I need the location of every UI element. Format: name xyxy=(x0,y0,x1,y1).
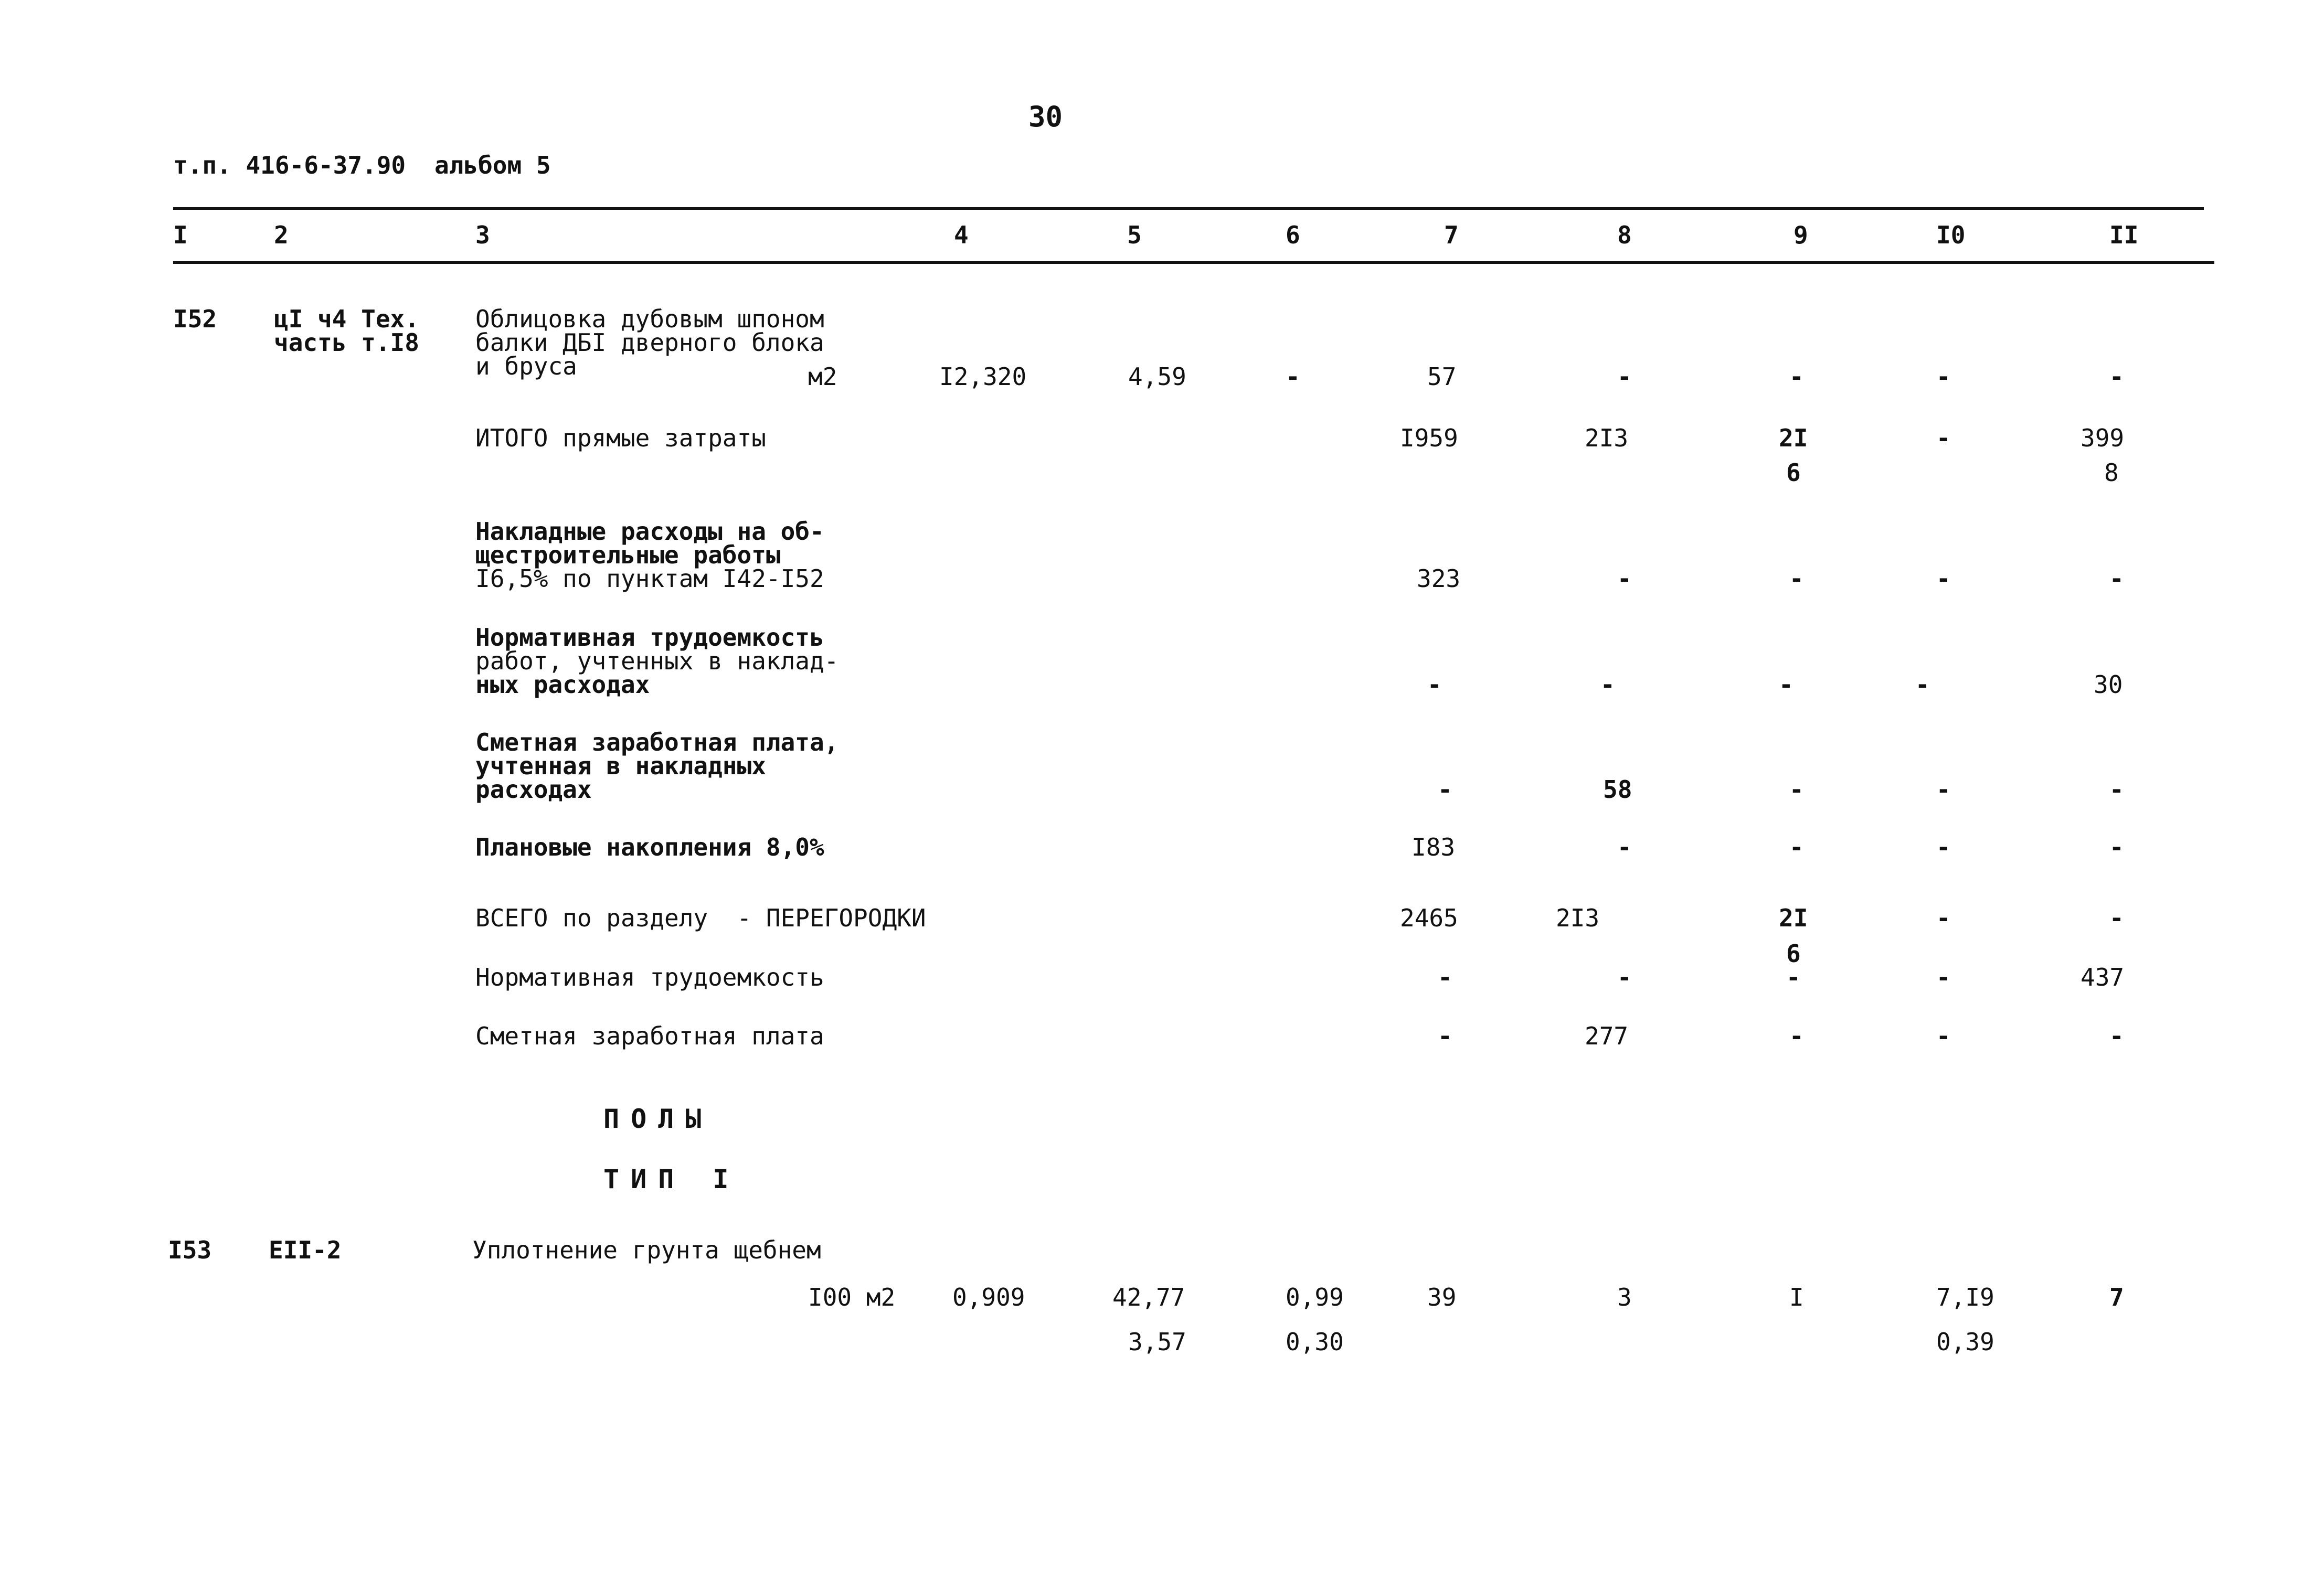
planned-profit-col8: - xyxy=(1617,833,1632,861)
section-heading-floors: ПОЛЫ xyxy=(603,1104,713,1134)
item-152-col6: - xyxy=(1286,362,1300,391)
direct-costs-col11-line2: 8 xyxy=(2104,458,2119,487)
direct-costs-col9-line2: 6 xyxy=(1786,458,1801,487)
col-header-9: 9 xyxy=(1794,221,1808,249)
section-total-col9-line2: 6 xyxy=(1786,940,1801,968)
wage-overhead-col11: - xyxy=(2109,775,2124,804)
estimated-wage-col8: 277 xyxy=(1585,1022,1629,1050)
wage-overhead-col7: - xyxy=(1438,775,1452,804)
labor-norm-label: Нормативная трудоемкость xyxy=(475,963,824,991)
overhead-col9: - xyxy=(1789,564,1804,593)
item-153-unit: I00 м2 xyxy=(808,1283,896,1311)
col-header-8: 8 xyxy=(1617,221,1632,249)
wage-overhead-col10: - xyxy=(1936,775,1951,804)
estimated-wage-col10: - xyxy=(1936,1022,1951,1050)
item-153-col8: 3 xyxy=(1617,1283,1632,1311)
item-152-col7: 57 xyxy=(1427,362,1457,391)
col-header-11: II xyxy=(2109,221,2139,249)
wage-overhead-label-line-2: учтенная в накладных xyxy=(475,752,766,780)
overhead-label-line-3: I6,5% по пунктам I42-I52 xyxy=(475,564,824,593)
estimated-wage-label: Сметная заработная плата xyxy=(475,1022,824,1050)
item-152-code-line-2: часть т.I8 xyxy=(274,328,419,357)
overhead-col7: 323 xyxy=(1417,564,1461,593)
item-153-col6: 0,99 xyxy=(1286,1283,1344,1311)
table-header-rule xyxy=(173,261,2214,264)
col-header-2: 2 xyxy=(274,221,289,249)
estimated-wage-col7: - xyxy=(1438,1022,1452,1050)
col-header-1: I xyxy=(173,221,188,249)
section-total-label: ВСЕГО по разделу - ПЕРЕГОРОДКИ xyxy=(475,904,926,932)
item-152-col11: - xyxy=(2109,362,2124,391)
document-reference: т.п. 416-6-37.90 xyxy=(173,151,406,179)
item-152-col9: - xyxy=(1789,362,1804,391)
page-number: 30 xyxy=(1028,100,1063,133)
item-153-col7: 39 xyxy=(1427,1283,1457,1311)
estimated-wage-col9: - xyxy=(1789,1022,1804,1050)
labor-overhead-col7: - xyxy=(1427,670,1442,699)
item-152-code-line-1: цI ч4 Тех. xyxy=(274,305,419,333)
overhead-col10: - xyxy=(1936,564,1951,593)
overhead-col11: - xyxy=(2109,564,2124,593)
direct-costs-label: ИТОГО прямые затраты xyxy=(475,424,766,452)
labor-overhead-label-line-2: работ, учтенных в наклад- xyxy=(475,647,839,675)
labor-norm-col9: - xyxy=(1786,963,1801,991)
direct-costs-col9-line1: 2I xyxy=(1779,424,1808,452)
section-total-col11: - xyxy=(2109,904,2124,932)
col-header-5: 5 xyxy=(1127,221,1142,249)
table-top-rule xyxy=(173,207,2204,210)
item-153-quantity: 0,909 xyxy=(952,1283,1025,1311)
planned-profit-col9: - xyxy=(1789,833,1804,861)
item-152-desc-line-1: Облицовка дубовым шпоном xyxy=(475,305,824,333)
album-label: альбом 5 xyxy=(434,151,551,179)
wage-overhead-label-line-3: расходах xyxy=(475,775,592,804)
item-152-col10: - xyxy=(1936,362,1951,391)
col-header-7: 7 xyxy=(1444,221,1459,249)
wage-overhead-col9: - xyxy=(1789,775,1804,804)
col-header-6: 6 xyxy=(1286,221,1300,249)
planned-profit-col7: I83 xyxy=(1412,833,1456,861)
section-total-col7: 2465 xyxy=(1400,904,1458,932)
col-header-3: 3 xyxy=(475,221,490,249)
direct-costs-col11-line1: 399 xyxy=(2081,424,2125,452)
item-152-desc-line-3: и бруса xyxy=(475,352,577,380)
section-total-col10: - xyxy=(1936,904,1951,932)
estimated-wage-col11: - xyxy=(2109,1022,2124,1050)
overhead-label-line-2: щестроительные работы xyxy=(475,541,781,569)
labor-overhead-col8: - xyxy=(1600,670,1615,699)
col-header-10: I0 xyxy=(1936,221,1966,249)
wage-overhead-label-line-1: Сметная заработная плата, xyxy=(475,728,839,756)
item-153-col5: 42,77 xyxy=(1112,1283,1185,1311)
section-heading-type: ТИП I xyxy=(603,1164,740,1194)
labor-overhead-label-line-1: Нормативная трудоемкость xyxy=(475,623,824,652)
overhead-label-line-1: Накладные расходы на об- xyxy=(475,517,824,546)
item-153-col6-secondary: 0,30 xyxy=(1286,1328,1344,1356)
item-152-quantity: I2,320 xyxy=(939,362,1027,391)
item-153-col9: I xyxy=(1789,1283,1804,1311)
labor-overhead-col11: 30 xyxy=(2094,670,2123,699)
item-152-col5: 4,59 xyxy=(1128,362,1186,391)
direct-costs-col8: 2I3 xyxy=(1585,424,1629,452)
item-153-code: ЕII-2 xyxy=(269,1236,342,1264)
section-total-col8: 2I3 xyxy=(1556,904,1600,932)
labor-norm-col11: 437 xyxy=(2081,963,2125,991)
item-153-col10-secondary: 0,39 xyxy=(1936,1328,1994,1356)
item-152-unit: м2 xyxy=(808,362,837,391)
direct-costs-col10: - xyxy=(1936,424,1951,452)
item-152-col8: - xyxy=(1617,362,1632,391)
item-152-number: I52 xyxy=(173,305,217,333)
planned-profit-col11: - xyxy=(2109,833,2124,861)
labor-overhead-col10: - xyxy=(1915,670,1930,699)
item-153-col11: 7 xyxy=(2109,1283,2124,1311)
labor-overhead-col9: - xyxy=(1779,670,1794,699)
item-153-description: Уплотнение грунта щебнем xyxy=(472,1236,821,1264)
labor-norm-col8: - xyxy=(1617,963,1632,991)
overhead-col8: - xyxy=(1617,564,1632,593)
direct-costs-col7: I959 xyxy=(1400,424,1458,452)
labor-norm-col7: - xyxy=(1438,963,1452,991)
labor-overhead-label-line-3: ных расходах xyxy=(475,670,650,699)
wage-overhead-col8: 58 xyxy=(1603,775,1632,804)
planned-profit-label: Плановые накопления 8,0% xyxy=(475,833,824,861)
item-153-col5-secondary: 3,57 xyxy=(1128,1328,1186,1356)
item-152-desc-line-2: балки ДБI дверного блока xyxy=(475,328,824,357)
item-153-number: I53 xyxy=(168,1236,212,1264)
labor-norm-col10: - xyxy=(1936,963,1951,991)
col-header-4: 4 xyxy=(954,221,969,249)
item-153-col10: 7,I9 xyxy=(1936,1283,1994,1311)
planned-profit-col10: - xyxy=(1936,833,1951,861)
section-total-col9-line1: 2I xyxy=(1779,904,1808,932)
